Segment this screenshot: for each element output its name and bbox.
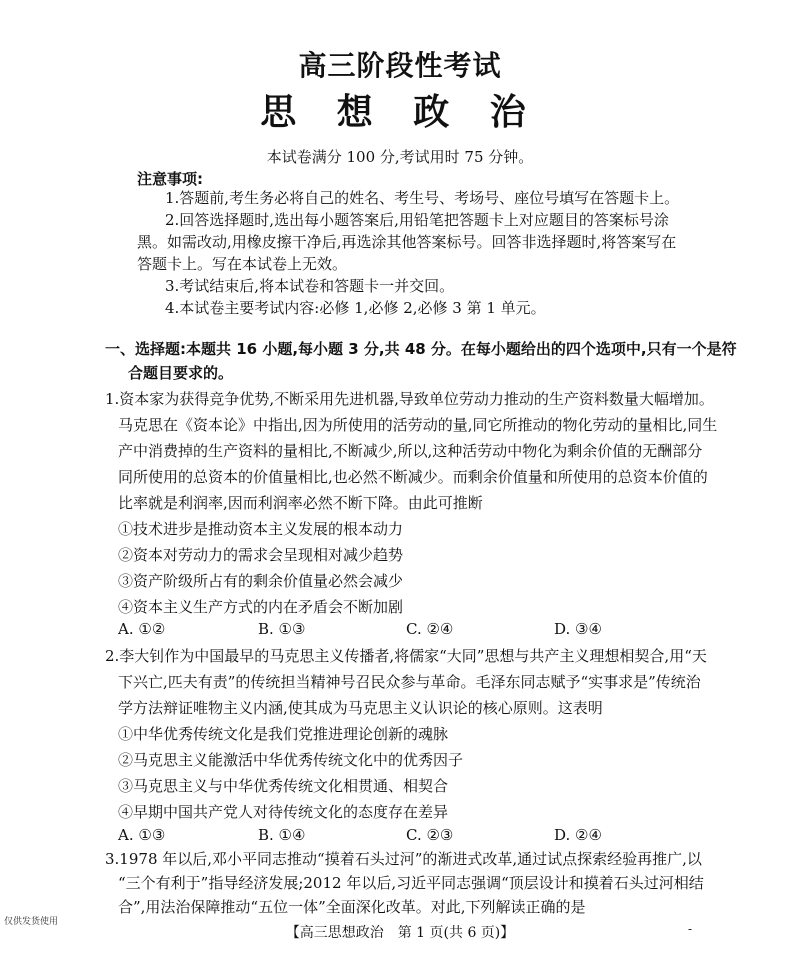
note-line: 1.答题前,考生务必将自己的姓名、考生号、考场号、座位号填写在答题卡上。 bbox=[165, 189, 680, 207]
option-a: A. ①② bbox=[118, 620, 166, 638]
statement: ①中华优秀传统文化是我们党推进理论创新的魂脉 bbox=[118, 725, 449, 743]
option-d: D. ③④ bbox=[554, 620, 602, 638]
option-c: C. ②③ bbox=[406, 826, 454, 844]
question-text: 1.资本家为获得竞争优势,不断采用先进机器,导致单位劳动力推动的生产资料数量大幅增加。 bbox=[105, 390, 714, 408]
watermark-text: 仅供发货使用 bbox=[4, 917, 59, 927]
note-line: 答题卡上。写在本试卷上无效。 bbox=[137, 255, 348, 273]
option-c: C. ②④ bbox=[406, 620, 454, 638]
page-footer: 【高三思想政治 第 1 页(共 6 页)】 bbox=[285, 925, 515, 941]
question-text: 产中消费掉的生产资料的量相比,不断减少,所以,这种活劳动中物化为剩余价值的无酬部分 bbox=[118, 442, 703, 460]
note-line: 2.回答选择题时,选出每小题答案后,用铅笔把答题卡上对应题目的答案标号涂 bbox=[165, 211, 669, 229]
statement: ②马克思主义能激活中华优秀传统文化中的优秀因子 bbox=[118, 751, 464, 769]
question-text: 2.李大钊作为中国最早的马克思主义传播者,将儒家“大同”思想与共产主义理想相契合,用“天 bbox=[105, 647, 707, 665]
note-line: 4.本试卷主要考试内容:必修 1,必修 2,必修 3 第 1 单元。 bbox=[165, 299, 546, 317]
question-text: 马克思在《资本论》中指出,因为所使用的活劳动的量,同它所推动的物化劳动的量相比,同生 bbox=[118, 416, 718, 434]
statement: ④早期中国共产党人对待传统文化的态度存在差异 bbox=[118, 803, 449, 821]
footer-mark: - bbox=[688, 922, 693, 936]
section-heading-cont: 合题目要求的。 bbox=[128, 364, 234, 382]
note-line: 3.考试结束后,将本试卷和答题卡一并交回。 bbox=[165, 277, 455, 295]
question-text: 学方法辩证唯物主义内涵,使其成为马克思主义认识论的核心原则。这表明 bbox=[118, 699, 603, 717]
question-text: 3.1978 年以后,邓小平同志推动“摸着石头过河”的渐进式改革,通过试点探索经验再推广,以 bbox=[105, 850, 702, 868]
notes-title: 注意事项: bbox=[137, 170, 203, 188]
statement: ④资本主义生产方式的内在矛盾会不断加剧 bbox=[118, 598, 404, 616]
statement: ②资本对劳动力的需求会呈现相对减少趋势 bbox=[118, 546, 404, 564]
question-text: 同所使用的总资本的价值量相比,也必然不断减少。而剩余价值量和所使用的总资本价值的 bbox=[118, 468, 708, 486]
subject-title: 思 想 政 治 bbox=[260, 92, 540, 133]
statement: ③马克思主义与中华优秀传统文化相贯通、相契合 bbox=[118, 777, 449, 795]
question-text: “三个有利于”指导经济发展;2012 年以后,习近平同志强调“顶层设计和摸着石头过河相结 bbox=[118, 874, 704, 892]
statement: ③资产阶级所占有的剩余价值量必然会减少 bbox=[118, 572, 404, 590]
exam-title: 高三阶段性考试 bbox=[298, 49, 502, 82]
question-text: 比率就是利润率,因而利润率必然不断下降。由此可推断 bbox=[118, 494, 483, 512]
option-d: D. ②④ bbox=[554, 826, 602, 844]
exam-intro: 本试卷满分 100 分,考试用时 75 分钟。 bbox=[266, 148, 534, 166]
option-a: A. ①③ bbox=[118, 826, 166, 844]
option-b: B. ①④ bbox=[258, 826, 306, 844]
note-line: 黑。如需改动,用橡皮擦干净后,再选涂其他答案标号。回答非选择题时,将答案写在 bbox=[137, 233, 677, 251]
statement: ①技术进步是推动资本主义发展的根本动力 bbox=[118, 520, 404, 538]
section-heading: 一、选择题:本题共 16 小题,每小题 3 分,共 48 分。在每小题给出的四个选项中,只有一个是符 bbox=[105, 340, 737, 358]
question-text: 合”,用法治保障推动“五位一体”全面深化改革。对此,下列解读正确的是 bbox=[118, 898, 586, 916]
option-b: B. ①③ bbox=[258, 620, 306, 638]
question-text: 下兴亡,匹夫有责”的传统担当精神号召民众参与革命。毛泽东同志赋予“实事求是”传统治 bbox=[118, 673, 701, 691]
